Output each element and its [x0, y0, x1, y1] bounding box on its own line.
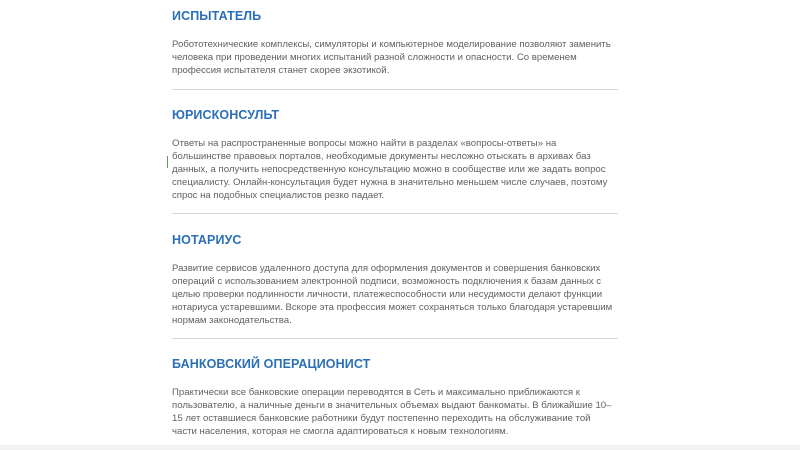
- section-bank-operator: [172, 356, 618, 439]
- section-divider: [172, 213, 618, 214]
- section-divider: [172, 89, 618, 90]
- section-title: НОТАРИУС: [172, 233, 242, 247]
- section-tester: [172, 8, 618, 78]
- section-title: БАНКОВСКИЙ ОПЕРАЦИОНИСТ: [172, 357, 371, 371]
- section-text: Робототехнические комплексы, симуляторы и компьютерное моделирование позволяют заменить человека при проведении многих испытаний разной сложности и опасности. Со временем профессия испытателя станет скорее экзотикой.: [172, 39, 611, 76]
- page-bottom-band: [0, 445, 800, 450]
- section-title: ЮРИСКОНСУЛЬТ: [172, 108, 280, 122]
- section-title: ИСПЫТАТЕЛЬ: [172, 9, 262, 23]
- section-legal-consultant: [172, 107, 618, 203]
- section-text: Ответы на распространенные вопросы можно найти в разделах «вопросы-ответы» на большинстве правовых порталов, необходимые документы несложно отыскать в архивах баз данных, а получить непосредственную консультацию можно в сообществе или же задать вопрос специалисту. Онлайн-консультация будет нужна в значительно меньшем числе случаев, поэтому спрос на подобных специалистов резко падает.: [172, 138, 608, 201]
- section-text: Развитие сервисов удаленного доступа для оформления документов и совершения банковских операций с использованием электронной подписи, возможность подключения к базам данных с целью проверки подлинности личности, платежеспособности или несудимости делают функции нотариуса устаревшими. Вскоре эта профессия может сохраняться только благодаря устаревшим нормам законодательства.: [172, 263, 613, 326]
- section-notary: [172, 232, 618, 328]
- text-cursor: [167, 156, 168, 168]
- section-divider: [172, 338, 618, 339]
- section-text: Практически все банковские операции переводятся в Сеть и максимально приближаются к пользователю, а наличные деньги в значительных объемах выдают банкоматы. В ближайшие 10–15 лет оставшиеся банковские работники будут постепенно переходить на обслуживание той части населения, которая не смогла адаптироваться к новым технологиям.: [172, 387, 612, 437]
